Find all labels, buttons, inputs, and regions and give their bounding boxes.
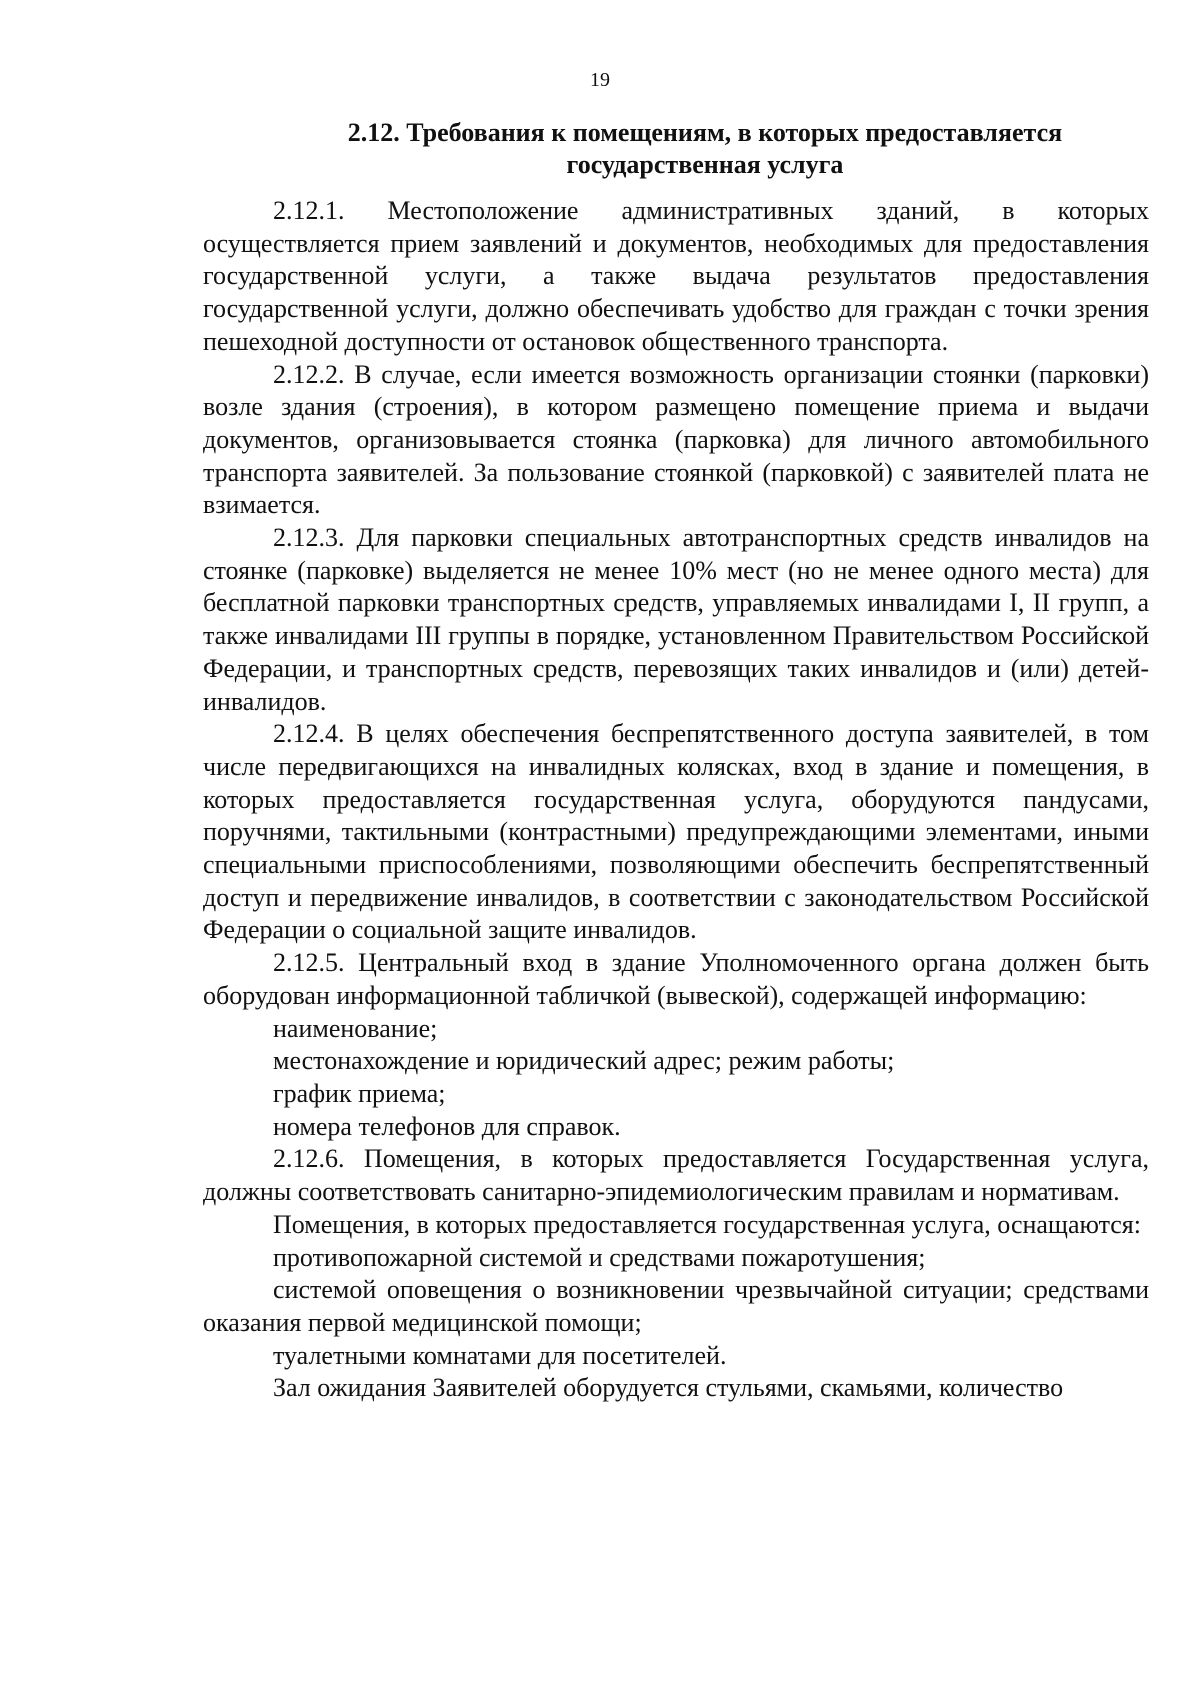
- list-item: системой оповещения о возникновении чрезвычайной ситуации; средствами оказания первой медицинской помощи;: [203, 1275, 1149, 1337]
- document-body: [203, 195, 1149, 1405]
- list-item: противопожарной системой и средствами пожаротушения;: [273, 1242, 926, 1272]
- paragraph-2-12-1: 2.12.1. Местоположение административных зданий, в которых осуществляется прием заявлений и документов, необходимых для предоставления государственной услуги, а также выдача результатов предоставления государственной услуги, должно обеспечивать удобство для граждан с точки зрения пешеходной доступности от остановок общественного транспорта.: [203, 196, 1149, 356]
- paragraph-2-12-5: 2.12.5. Центральный вход в здание Уполномоченного органа должен быть оборудован информационной табличкой (вывеской), содержащей информацию:: [203, 948, 1149, 1010]
- section-heading: [260, 117, 1150, 181]
- section-heading-line-1: 2.12. Требования к помещениям, в которых предоставляется: [347, 118, 1063, 147]
- list-item: туалетными комнатами для посетителей.: [273, 1340, 727, 1370]
- paragraph-2-12-4: 2.12.4. В целях обеспечения беспрепятственного доступа заявителей, в том числе передвигающихся на инвалидных колясках, вход в здание и помещения, в которых предоставляется государственная услуга, оборудуются пандусами, поручнями, тактильными (контрастными) предупреждающими элементами, иными специальными приспособлениями, позволяющими обеспечить беспрепятственный доступ и передвижение инвалидов, в соответствии с законодательством Российской Федерации о социальной защите инвалидов.: [203, 719, 1149, 945]
- paragraph-waiting-hall: Зал ожидания Заявителей оборудуется стульями, скамьями, количество: [273, 1373, 1064, 1403]
- page-number: 19: [590, 69, 610, 91]
- list-item: местонахождение и юридический адрес; режим работы;: [273, 1046, 895, 1076]
- paragraph-2-12-6: 2.12.6. Помещения, в которых предоставляется Государственная услуга, должны соответствовать санитарно-эпидемиологическим правилам и нормативам.: [203, 1144, 1149, 1207]
- section-heading-line-2: государственная услуга: [566, 150, 844, 179]
- paragraph-2-12-3: 2.12.3. Для парковки специальных автотранспортных средств инвалидов на стоянке (парковке) выделяется не менее 10% мест (но не менее одного места) для бесплатной парковки транспортных средств, управляемых инвалидами I, II групп, а также инвалидами III группы в порядке, установленном Правительством Российской Федерации, и транспортных средств, перевозящих таких инвалидов и (или) детей-инвалидов.: [203, 523, 1149, 716]
- list-item: график приема;: [273, 1078, 446, 1108]
- paragraph-2-12-2: 2.12.2. В случае, если имеется возможность организации стоянки (парковки) возле здания (строения), в котором размещено помещение приема и выдачи документов, организовывается стоянка (парковка) для личного автомобильного транспорта заявителей. За пользование стоянкой (парковкой) с заявителей плата не взимается.: [203, 359, 1149, 520]
- paragraph-equipment-intro: Помещения, в которых предоставляется государственная услуга, оснащаются:: [273, 1209, 1141, 1239]
- list-item: наименование;: [273, 1013, 438, 1043]
- list-item: номера телефонов для справок.: [273, 1111, 621, 1141]
